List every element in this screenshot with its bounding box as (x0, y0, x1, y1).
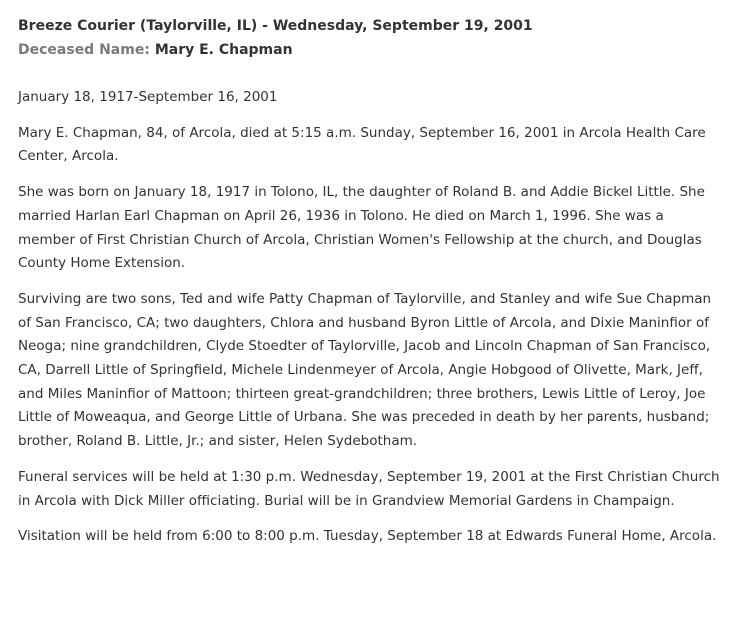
obituary-paragraph-visitation: Visitation will be held from 6:00 to 8:00 p.m. Tuesday, September 18 at Edwards Funeral Home, Arcola. (18, 528, 717, 545)
obituary-paragraph-biography: She was born on January 18, 1917 in Tolono, IL, the daughter of Roland B. and Addie Bickel Little. She married Harlan Earl Chapman on April 26, 1936 in Tolono. He died on March 1, 1996. She was a member of First Christian Church of Arcola, Christian Women's Fellowship at the church, and Douglas County Home Extension. (18, 184, 705, 272)
publication-header: Breeze Courier (Taylorville, IL) - Wednesday, September 19, 2001 (18, 18, 533, 34)
obituary-paragraph-death: Mary E. Chapman, 84, of Arcola, died at 5:15 a.m. Sunday, September 16, 2001 in Arcola Health Care Center, Arcola. (18, 124, 706, 165)
obituary-paragraph-survivors: Surviving are two sons, Ted and wife Patty Chapman of Taylorville, and Stanley and wife Sue Chapman of San Francisco, CA; two daughters, Chlora and husband Byron Little of Arcola, and Dixie Maninfior of Neoga; nine grandchildren, Clyde Stoedter of Taylorville, Jacob and Lincoln Chapman of San Francisco, CA, Darrell Little of Springfield, Michele Lindenmeyer of Arcola, Angie Hobgood of Olivette, Mark, Jeff, and Miles Maninfior of Mattoon; thirteen great-grandchildren; three brothers, Lewis Little of Leroy, Joe Little of Moweaqua, and George Little of Urbana. She was preceded in death by her parents, husband; brother, Roland B. Little, Jr.; and sister, Helen Sydebotham. (18, 290, 712, 450)
deceased-name: Mary E. Chapman (154, 42, 293, 58)
deceased-label: Deceased Name: (18, 42, 150, 58)
deceased-line (18, 38, 722, 62)
life-dates: January 18, 1917-September 16, 2001 (18, 89, 278, 105)
obituary-paragraph-funeral: Funeral services will be held at 1:30 p.m. Wednesday, September 19, 2001 at the First Christian Church in Arcola with Dick Miller officiating. Burial will be in Grandview Memorial Gardens in Champaign. (18, 468, 720, 509)
